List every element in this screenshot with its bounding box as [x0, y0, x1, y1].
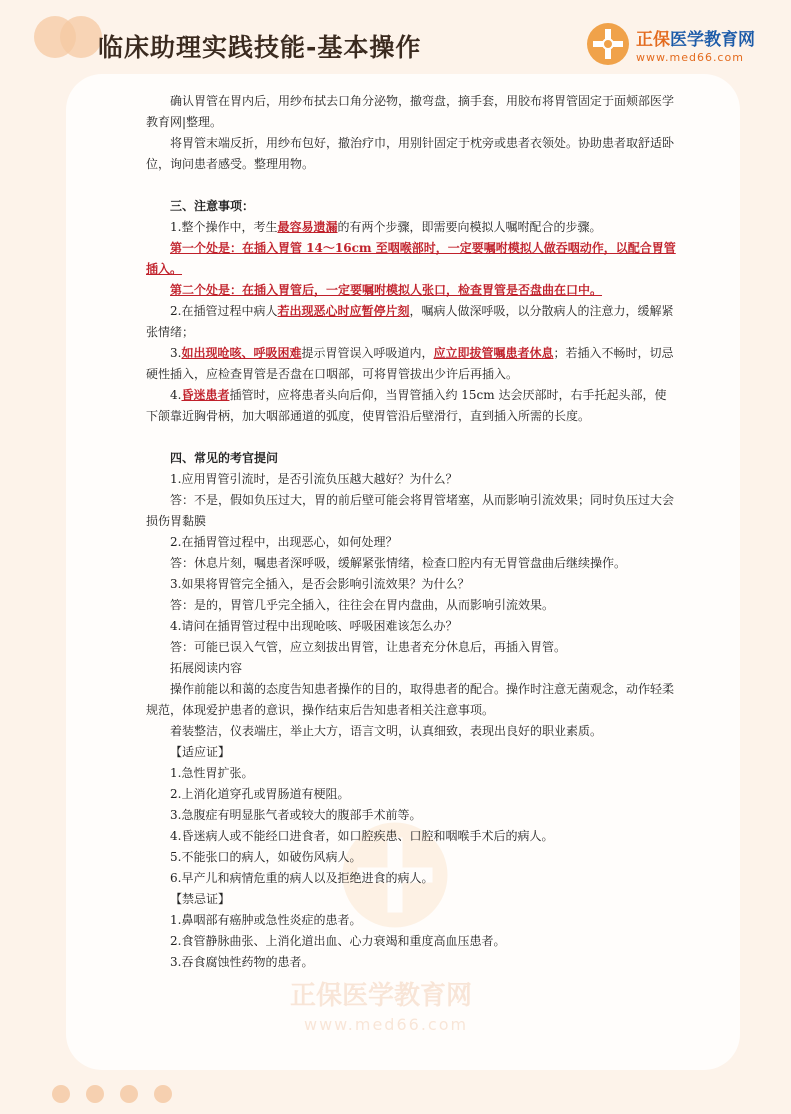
contraindication-item: 3.吞食腐蚀性药物的患者。	[170, 955, 314, 969]
indication-item: 3.急腹症有明显胀气者或较大的腹部手术前等。	[170, 808, 422, 822]
note-point-1: 第一个处是：在插入胃管 14～16cm 至咽喉部时，一定要嘱咐模拟人做吞咽动作，以配合胃管插入。	[146, 241, 676, 276]
contraindication-item: 2.食管静脉曲张、上消化道出血、心力衰竭和重度高血压患者。	[170, 934, 506, 948]
question-4: 4.请问在插胃管过程中出现呛咳、呼吸困难该怎么办？	[170, 619, 458, 633]
answer-1: 答：不是，假如负压过大，胃的前后壁可能会将胃管堵塞，从而影响引流效果；同时负压过大会损伤胃黏膜	[146, 493, 675, 528]
note-item-1	[146, 217, 677, 238]
brand-logo	[586, 22, 776, 72]
indication-item: 5.不能张口的病人，如破伤风病人。	[170, 850, 362, 864]
document-body	[146, 91, 677, 973]
note-3-suffix: ；若插入不畅时，切忌硬性插入，应检查胃管是否盘在口咽部，可将胃管拔出少许后再插入。	[146, 346, 674, 381]
header-decoration	[34, 16, 104, 60]
qa-heading: 四、常见的考官提问	[170, 451, 279, 465]
indication-item: 2.上消化道穿孔或胃肠道有梗阻。	[170, 787, 350, 801]
answer-2: 答：休息片刻，嘱患者深呼吸，缓解紧张情绪，检查口腔内有无胃管盘曲后继续操作。	[170, 556, 627, 570]
logo-name-2: 医学教育网	[670, 30, 755, 50]
contraindication-item: 1.鼻咽部有癌肿或急性炎症的患者。	[170, 913, 362, 927]
note-item-4	[146, 385, 677, 427]
logo-name-1: 正保	[636, 30, 670, 50]
note-1-suffix: 的有两个步骤，即需要向模拟人嘱咐配合的步骤。	[337, 220, 602, 234]
indication-item: 4.昏迷病人或不能经口进食者，如口腔疾患、口腔和咽喉手术后的病人。	[170, 829, 554, 843]
note-1-prefix: 1.整个操作中，考生	[170, 220, 278, 234]
note-item-3	[146, 343, 677, 385]
logo-url: www.med66.com	[636, 51, 744, 64]
watermark-url: www.med66.com	[304, 1015, 469, 1034]
answer-4: 答：可能已误入气管，应立刻拔出胃管，让患者充分休息后，再插入胃管。	[170, 640, 567, 654]
logo-name	[636, 25, 755, 50]
contraindications-heading: 【禁忌证】	[170, 892, 231, 906]
note-1-emphasis: 最容易遗漏	[277, 220, 338, 234]
note-3-prefix: 3.	[170, 346, 182, 360]
intro-paragraph-1: 确认胃管在胃内后，用纱布拭去口角分泌物，撤弯盘，摘手套，用胶布将胃管固定于面颊部医学教育网|整理。	[146, 94, 675, 129]
note-2-emphasis: 若出现恶心时应暂停片刻	[277, 304, 410, 318]
extended-paragraph-2: 着装整洁，仪表端庄，举止大方，语言文明，认真细致，表现出良好的职业素质。	[170, 724, 603, 738]
note-2-prefix: 2.在插管过程中病人	[170, 304, 278, 318]
notes-heading: 三、注意事项：	[170, 199, 255, 213]
cross-logo-icon	[586, 22, 630, 66]
note-4-emphasis: 昏迷患者	[181, 388, 230, 402]
watermark-name: 正保医学教育网	[290, 981, 473, 1011]
question-1: 1.应用胃管引流时，是否引流负压越大越好？为什么？	[170, 472, 458, 486]
question-3: 3.如果将胃管完全插入，是否会影响引流效果？为什么？	[170, 577, 470, 591]
note-item-2	[146, 301, 677, 343]
indication-item: 1.急性胃扩张。	[170, 766, 254, 780]
note-4-suffix: 插管时，应将患者头向后仰，当胃管插入约 15cm 达会厌部时，右手托起头部，使下颌靠近胸骨柄，加大咽部通道的弧度，使胃管沿后壁滑行，直到插入所需的长度。	[146, 388, 667, 423]
footer-decoration	[52, 1085, 172, 1105]
note-point-2: 第二个处是：在插入胃管后，一定要嘱咐模拟人张口，检查胃管是否盘曲在口中。	[170, 283, 603, 297]
note-4-prefix: 4.	[170, 388, 182, 402]
page-title: 临床助理实践技能-基本操作	[98, 33, 422, 62]
intro-paragraph-2: 将胃管末端反折，用纱布包好，撤治疗巾，用别针固定于枕旁或患者衣领处。协助患者取舒适卧位，询问患者感受。整理用物。	[146, 136, 675, 171]
indications-heading: 【适应证】	[170, 745, 231, 759]
extended-title: 拓展阅读内容	[170, 661, 243, 675]
note-3-emphasis-2: 应立即拔管嘱患者休息	[433, 346, 554, 360]
indication-item: 6.早产儿和病情危重的病人以及拒绝进食的病人。	[170, 871, 434, 885]
question-2: 2.在插胃管过程中，出现恶心，如何处理？	[170, 535, 398, 549]
note-3-emphasis-1: 如出现呛咳、呼吸困难	[181, 346, 302, 360]
answer-3: 答：是的，胃管几乎完全插入，往往会在胃内盘曲，从而影响引流效果。	[170, 598, 555, 612]
note-2-suffix: ，嘱病人做深呼吸，以分散病人的注意力，缓解紧张情绪；	[146, 304, 674, 339]
note-3-mid: 提示胃管误入呼吸道内，	[301, 346, 434, 360]
extended-paragraph-1: 操作前能以和蔼的态度告知患者操作的目的，取得患者的配合。操作时注意无菌观念，动作轻柔规范，体现爱护患者的意识，操作结束后告知患者相关注意事项。	[146, 682, 675, 717]
